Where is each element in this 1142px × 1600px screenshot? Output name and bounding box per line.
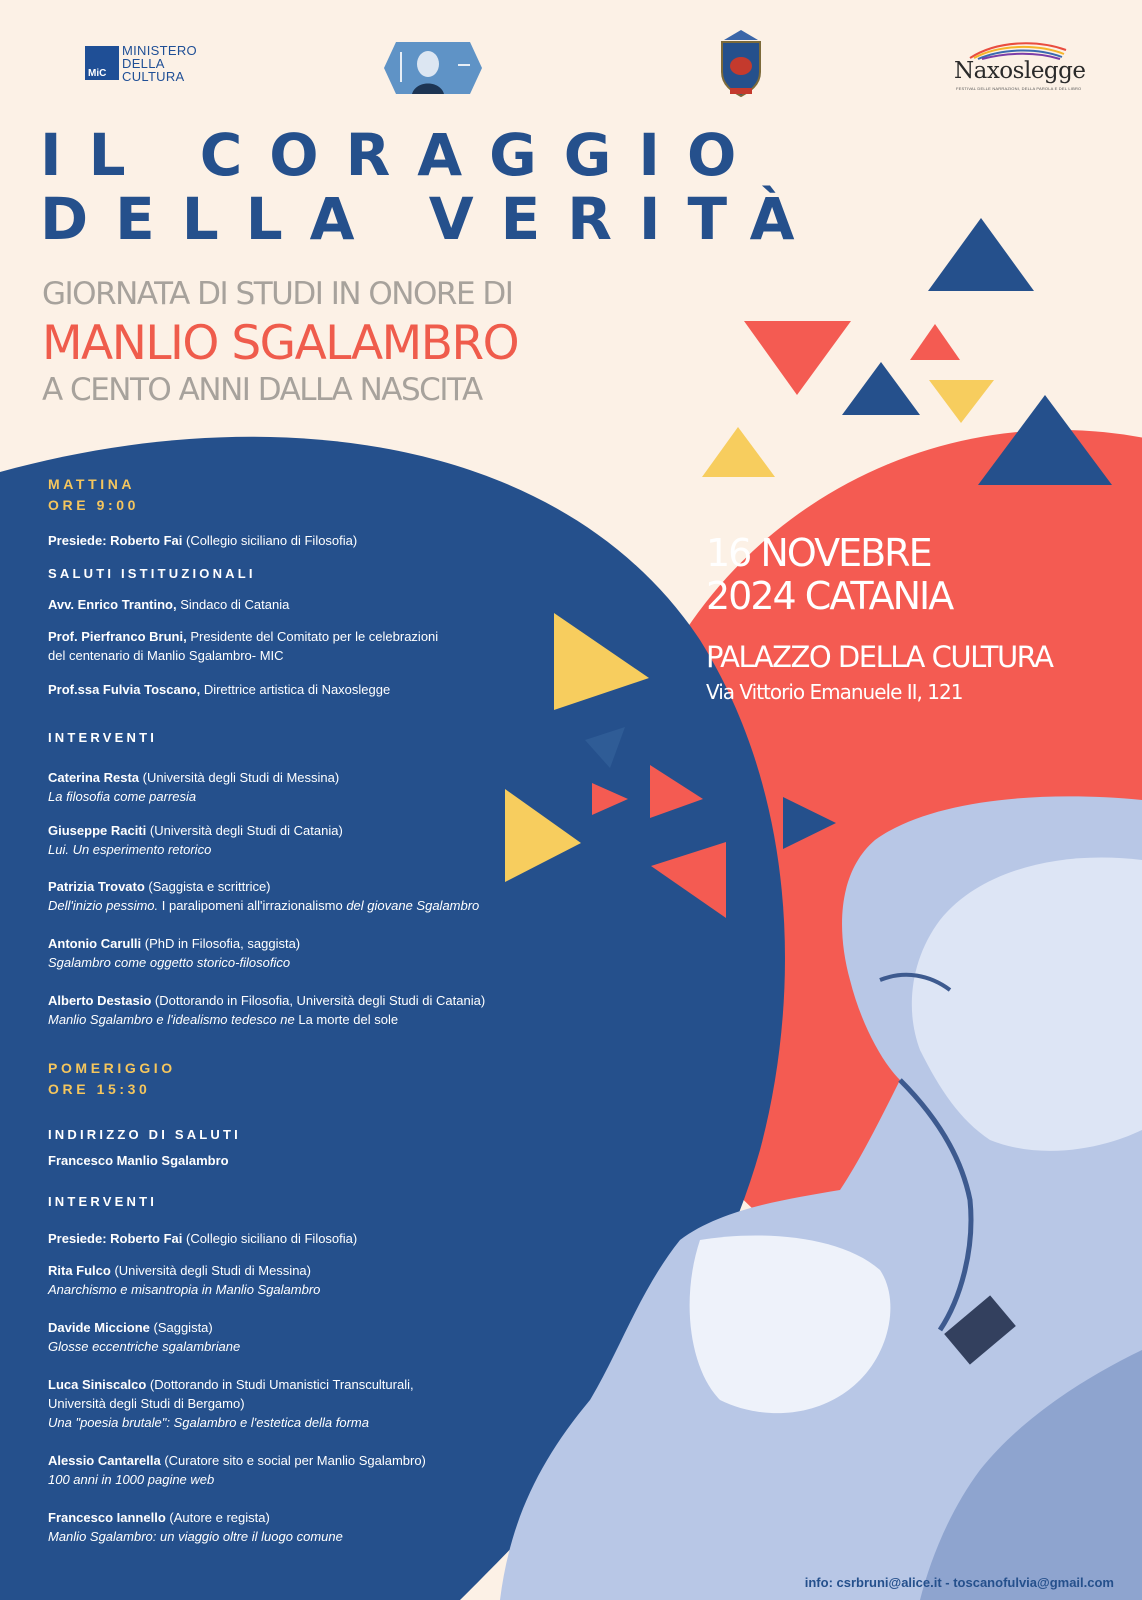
contact-info: info: csrbruni@alice.it - toscanofulvia@gmail.com xyxy=(804,1575,1114,1590)
mic-logo-line: CULTURA xyxy=(122,69,185,84)
greeting-item: Prof. Pierfranco Bruni, Presidente del Comitato per le celebrazioni del centenario di Manlio Sgalambro- MIC xyxy=(48,629,439,663)
talk-item: Patrizia Trovato (Saggista e scrittrice) Dell'inizio pessimo. I paralipomeni all'irrazionalismo del giovane Sgalambro xyxy=(48,879,480,913)
event-venue: PALAZZO DELLA CULTURA xyxy=(706,640,1053,674)
talk-item: Rita Fulco (Università degli Studi di Messina) Anarchismo e misantropia in Manlio Sgalambro xyxy=(48,1263,321,1297)
afternoon-talks-heading: INTERVENTI xyxy=(48,1194,158,1209)
city-crest-icon xyxy=(718,28,764,102)
morning-talks-heading: INTERVENTI xyxy=(48,730,158,745)
morning-chair: Presiede: Roberto Fai (Collegio siciliano di Filosofia) xyxy=(48,533,358,548)
afternoon-chair: Presiede: Roberto Fai (Collegio siciliano di Filosofia) xyxy=(48,1231,358,1246)
subtitle-line-3: A CENTO ANNI DALLA NASCITA xyxy=(42,372,482,408)
talk-item: Francesco Iannello (Autore e regista) Manlio Sgalambro: un viaggio oltre il luogo comune xyxy=(48,1510,343,1544)
morning-label: MATTINA xyxy=(48,476,136,492)
event-date-line-2: 2024 CATANIA xyxy=(706,574,953,618)
talk-item: Giuseppe Raciti (Università degli Studi di Catania) Lui. Un esperimento retorico xyxy=(48,823,343,857)
mic-logo-line: DELLA xyxy=(122,56,165,71)
main-title-line-1: IL CORAGGIO xyxy=(40,121,764,189)
afternoon-greeter: Francesco Manlio Sgalambro xyxy=(48,1153,229,1168)
morning-greetings-heading: SALUTI ISTITUZIONALI xyxy=(48,566,256,581)
afternoon-greetings-heading: INDIRIZZO DI SALUTI xyxy=(48,1127,241,1142)
honoree-name: MANLIO SGALAMBRO xyxy=(42,316,519,371)
event-date xyxy=(706,532,952,618)
main-title-line-2: DELLA VERITÀ xyxy=(40,185,822,253)
ministry-of-culture-logo xyxy=(85,44,215,84)
talk-item: Luca Siniscalco (Dottorando in Studi Umanistici Transculturali, Università degli Studi di Bergamo) Una "poesia brutale": Sgalambro e l'estetica della forma xyxy=(48,1377,414,1430)
mic-mark-icon: MiC xyxy=(85,46,119,80)
greeting-item: Prof.ssa Fulvia Toscano, Direttrice artistica di Naxoslegge xyxy=(48,682,391,697)
talk-item: Caterina Resta (Università degli Studi di Messina) La filosofia come parresia xyxy=(48,770,340,804)
naxoslegge-wordmark: Naxoslegge xyxy=(954,58,1086,84)
book-ribbon-icon xyxy=(968,38,1068,60)
centenary-portrait-logo xyxy=(384,42,482,94)
talk-item: Davide Miccione (Saggista) Glosse eccentriche sgalambriane xyxy=(48,1320,241,1354)
greeting-item: Avv. Enrico Trantino, Sindaco di Catania xyxy=(48,597,290,612)
talk-item: Alberto Destasio (Dottorando in Filosofia, Università degli Studi di Catania) Manlio Sgalambro e l'idealismo tedesco ne La morte del sole xyxy=(48,993,486,1027)
talk-item: Antonio Carulli (PhD in Filosofia, saggista) Sgalambro come oggetto storico-filosofico xyxy=(48,936,301,970)
afternoon-time: ORE 15:30 xyxy=(48,1081,151,1097)
naxoslegge-tagline: FESTIVAL DELLE NARRAZIONI, DELLA PAROLA E DEL LIBRO xyxy=(956,86,1082,91)
afternoon-label: POMERIGGIO xyxy=(48,1060,176,1076)
mic-logo-line: MINISTERO xyxy=(122,43,197,58)
event-address: Via Vittorio Emanuele II, 121 xyxy=(706,680,963,704)
morning-time: ORE 9:00 xyxy=(48,497,140,513)
talk-item: Alessio Cantarella (Curatore sito e social per Manlio Sgalambro) 100 anni in 1000 pagine web xyxy=(48,1453,426,1487)
naxoslegge-logo xyxy=(950,38,1086,94)
event-date-line-1: 16 NOVEBRE xyxy=(706,531,931,575)
subtitle-line-1: GIORNATA DI STUDI IN ONORE DI xyxy=(42,276,513,312)
